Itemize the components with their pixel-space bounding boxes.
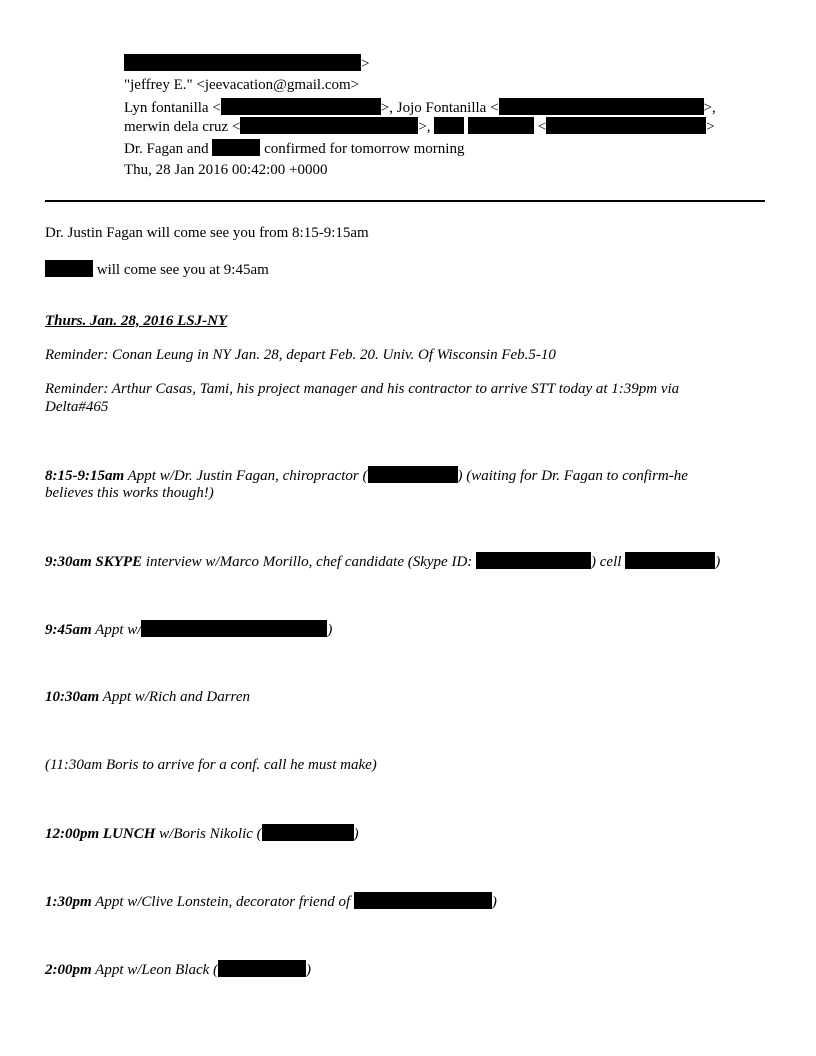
schedule-text: Appt w/Rich and Darren — [99, 689, 250, 705]
subject-text: Dr. Fagan and — [124, 141, 209, 157]
redaction-block — [218, 960, 306, 977]
redaction-block — [221, 98, 381, 115]
redaction-block — [499, 98, 704, 115]
cc-text: merwin dela cruz < — [124, 119, 241, 135]
from-suffix: > — [361, 56, 370, 72]
schedule-heading: Thurs. Jan. 28, 2016 LSJ-NY — [45, 313, 228, 329]
schedule-text: ) — [353, 826, 359, 842]
schedule-item-6 — [45, 824, 359, 843]
redaction-block — [354, 892, 492, 909]
schedule-item-3 — [45, 620, 332, 639]
to-value: "jeffrey E." <jeevacation@gmail.com> — [124, 77, 360, 93]
redaction-block — [262, 824, 354, 841]
schedule-item-4 — [45, 688, 250, 706]
body-line-2 — [45, 260, 269, 279]
redaction-block — [124, 54, 361, 71]
schedule-item-1-cont: believes this works though!) — [45, 485, 214, 501]
redaction-block — [212, 139, 260, 156]
schedule-time: 12:00pm LUNCH — [45, 826, 156, 842]
schedule-text: ) — [327, 622, 333, 638]
schedule-text: ) — [491, 894, 497, 910]
schedule-item-1 — [45, 466, 688, 485]
redaction-block — [468, 117, 534, 134]
redaction-block — [45, 260, 93, 277]
subject-text: confirmed for tomorrow morning — [264, 141, 465, 157]
schedule-text: Appt w/Leon Black ( — [91, 962, 219, 978]
cc-text: Lyn fontanilla < — [124, 100, 221, 116]
reminder-2-line-2: Delta#465 — [45, 399, 109, 415]
schedule-text: Appt w/Clive Lonstein, decorator friend of — [91, 894, 354, 910]
redaction-block — [476, 552, 591, 569]
date-value: Thu, 28 Jan 2016 00:42:00 +0000 — [124, 162, 328, 178]
schedule-item-2 — [45, 552, 720, 571]
redaction-block — [434, 117, 464, 134]
redaction-block — [625, 552, 715, 569]
schedule-time: 1:30pm — [45, 894, 92, 910]
cc-text: >, — [418, 119, 431, 135]
schedule-time: 2:00pm — [45, 962, 92, 978]
schedule-item-8 — [45, 960, 311, 979]
schedule-text: Appt w/Dr. Justin Fagan, chiropractor ( — [124, 468, 368, 484]
schedule-text: ) cell — [591, 554, 626, 570]
reminder-1: Reminder: Conan Leung in NY Jan. 28, depart Feb. 20. Univ. Of Wisconsin Feb.5-10 — [45, 347, 556, 363]
schedule-time: 9:30am SKYPE — [45, 554, 143, 570]
redaction-block — [368, 466, 458, 483]
redaction-block — [240, 117, 418, 134]
reminder-2-line-1: Reminder: Arthur Casas, Tami, his project manager and his contractor to arrive STT today at 1:39pm via — [45, 381, 680, 397]
schedule-text: Appt w/ — [91, 622, 142, 638]
schedule-text: interview w/Marco Morillo, chef candidate (Skype ID: — [142, 554, 477, 570]
redaction-block — [546, 117, 706, 134]
cc-text: >, — [703, 100, 716, 116]
schedule-time: 9:45am — [45, 622, 92, 638]
cc-text: >, Jojo Fontanilla < — [380, 100, 499, 116]
schedule-text: ) (waiting for Dr. Fagan to confirm-he — [457, 468, 688, 484]
schedule-item-7 — [45, 892, 497, 911]
schedule-text: ) — [306, 962, 312, 978]
schedule-text: w/Boris Nikolic ( — [155, 826, 262, 842]
cc-text: > — [706, 119, 715, 135]
schedule-time: 8:15-9:15am — [45, 468, 125, 484]
cc-text: < — [537, 119, 547, 135]
body-line-1: Dr. Justin Fagan will come see you from 8:15-9:15am — [45, 225, 369, 241]
schedule-time: 10:30am — [45, 689, 100, 705]
body-line-2-text: will come see you at 9:45am — [96, 262, 269, 278]
schedule-text: ) — [715, 554, 721, 570]
redaction-block — [141, 620, 327, 637]
schedule-item-5: (11:30am Boris to arrive for a conf. call he must make) — [45, 757, 377, 773]
header-divider — [45, 200, 765, 202]
